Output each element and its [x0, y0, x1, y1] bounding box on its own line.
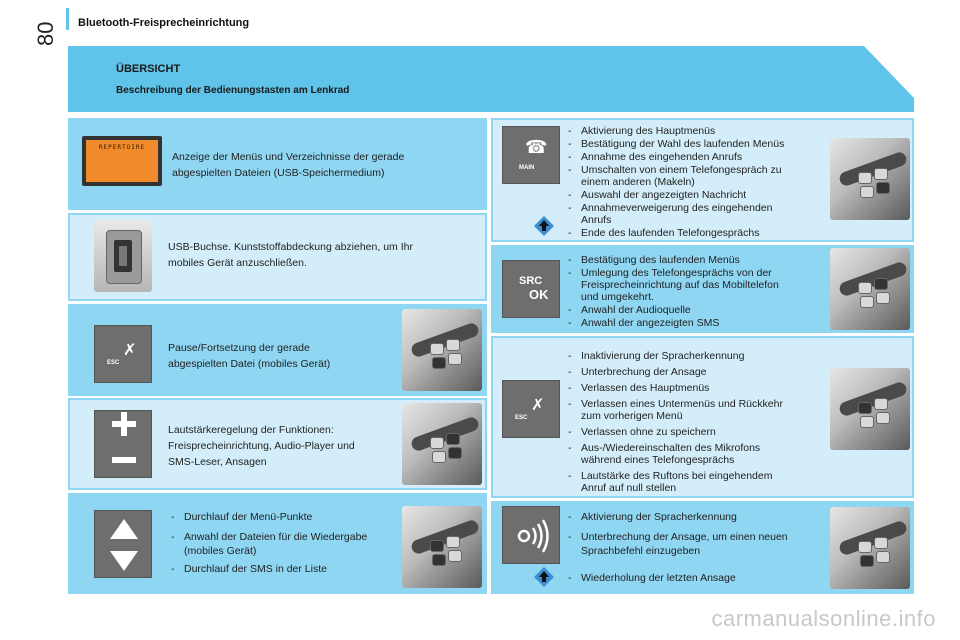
list-item: - Anwahl der Dateien für die Wiedergabe [168, 531, 398, 543]
list-item: - Annahme des eingehenden Anrufs [565, 151, 827, 163]
list-item: - Bestätigung des laufenden Menüs [565, 254, 827, 266]
main-list [565, 125, 827, 239]
steering-wheel-image [830, 248, 910, 330]
list-item: - Umlegung des Telefongesprächs von der [565, 267, 827, 279]
arrow-down-icon [110, 551, 138, 571]
arrow-up-icon [110, 519, 138, 539]
scroll-list [168, 511, 398, 575]
steering-wheel-image [830, 507, 910, 589]
list-item: - Inaktivierung der Spracherkennung [565, 350, 827, 362]
pin-icon: ✗ [531, 397, 545, 414]
usb-text-line: mobiles Gerät anzuschließen. [168, 257, 307, 269]
steering-wheel-image [402, 403, 482, 485]
list-item: - Verlassen des Hauptmenüs [565, 382, 827, 394]
display-description [172, 149, 472, 181]
continuation-text: Freisprecheinrichtung auf das Mobiltelefon [581, 279, 779, 291]
continuation-text: zum vorherigen Menü [581, 410, 683, 422]
volume-text-line: SMS-Leser, Ansagen [168, 456, 267, 468]
esc-list [565, 350, 827, 494]
continuation-text: Sprachbefehl einzugeben [581, 545, 701, 557]
list-item: - Anwahl der Audioquelle [565, 304, 827, 316]
pause-text-line: Pause/Fortsetzung der gerade [168, 342, 310, 354]
list-item: - Umschalten von einem Telefongespräch zu [565, 164, 827, 176]
minus-icon [112, 457, 136, 463]
phone-icon: ☎ [525, 137, 548, 157]
src-ok-button-icon [502, 260, 560, 318]
display-label: REPERTOIRE [98, 144, 146, 151]
pause-description [168, 340, 398, 372]
continuation-text: einem anderen (Makeln) [581, 176, 695, 188]
main-button-icon [502, 126, 560, 184]
volume-description [168, 422, 398, 470]
list-item: - Verlassen ohne zu speichern [565, 426, 827, 438]
list-item: - Durchlauf der Menü-Punkte [168, 511, 398, 523]
voice-button-icon [502, 506, 560, 564]
esc-button-icon [502, 380, 560, 438]
section-banner [68, 46, 914, 112]
continuation-text: Anruf auf null stellen [581, 482, 677, 494]
list-item: - Wiederholung der letzten Ansage [565, 572, 827, 584]
list-item: - Aktivierung der Spracherkennung [565, 511, 827, 523]
continuation-text: (mobiles Gerät) [184, 545, 257, 557]
usb-text-line: USB-Buchse. Kunststoffabdeckung abziehen, um Ihr [168, 241, 413, 253]
steering-wheel-image [402, 309, 482, 391]
running-head: Bluetooth-Freisprecheinrichtung [78, 17, 250, 29]
list-item: - Auswahl der angezeigten Nachricht [565, 189, 827, 201]
list-item-continuation [565, 279, 827, 291]
header-accent-bar [66, 8, 69, 30]
list-item: - Bestätigung der Wahl des laufenden Menüs [565, 138, 827, 150]
usb-description [168, 239, 468, 271]
display-text-line: abgespielten Dateien (USB-Speichermedium) [172, 167, 385, 179]
continuation-text: während eines Telefongesprächs [581, 454, 735, 466]
list-item: - Lautstärke des Ruftons bei eingehendem [565, 470, 827, 482]
list-item-continuation [565, 214, 827, 226]
list-item-continuation [565, 176, 827, 188]
main-label: MAIN [519, 165, 535, 171]
arrows-button-icon [94, 510, 152, 578]
volume-text-line: Freisprecheinrichtung, Audio-Player und [168, 440, 355, 452]
steering-wheel-image [402, 506, 482, 588]
list-item-continuation [565, 291, 827, 303]
list-item-continuation [565, 482, 827, 494]
display-icon [82, 136, 162, 186]
list-item: - Anwahl der angezeigten SMS [565, 317, 827, 329]
steering-wheel-image [830, 138, 910, 220]
list-item: - Durchlauf der SMS in der Liste [168, 563, 398, 575]
voice-long-press-list [565, 572, 827, 584]
section-subtitle: Beschreibung der Bedienungstasten am Lenkrad [116, 85, 350, 96]
section-title: ÜBERSICHT [116, 63, 181, 75]
list-item: - Annahmeverweigerung des eingehenden [565, 202, 827, 214]
esc-label: ESC [515, 415, 528, 421]
volume-button-icon [94, 410, 152, 478]
steering-wheel-image [830, 368, 910, 450]
voice-recognition-icon [503, 507, 561, 565]
display-text-line: Anzeige der Menüs und Verzeichnisse der gerade [172, 151, 405, 163]
ok-label: OK [529, 287, 549, 302]
long-press-icon [533, 215, 555, 237]
list-item: - Aus-/Wiedereinschalten des Mikrofons [565, 442, 827, 454]
list-item-continuation [565, 410, 827, 422]
list-item-continuation [565, 543, 827, 559]
list-item: - Ende des laufenden Telefongesprächs [565, 227, 827, 239]
usb-socket-image [94, 220, 152, 292]
esc-pause-button-icon [94, 325, 152, 383]
pin-icon: ✗ [123, 342, 137, 359]
continuation-text: und umgekehrt. [581, 291, 654, 303]
watermark: carmanualsonline.info [711, 606, 936, 631]
list-item: - Unterbrechung der Ansage, um einen neuen [565, 531, 827, 543]
continuation-text: Anrufs [581, 214, 612, 226]
volume-text-line: Lautstärkeregelung der Funktionen: [168, 424, 334, 436]
list-item-continuation [168, 543, 398, 559]
page-number: 80 [33, 21, 58, 47]
voice-list [565, 511, 827, 559]
pause-text-line: abgespielten Datei (mobiles Gerät) [168, 358, 331, 370]
list-item: - Unterbrechung der Ansage [565, 366, 827, 378]
list-item: - Verlassen eines Untermenüs und Rückkehr [565, 398, 827, 410]
list-item-continuation [565, 454, 827, 466]
src-label: SRC [519, 275, 543, 287]
long-press-icon [533, 566, 555, 588]
usb-icon [114, 240, 132, 272]
list-item: - Aktivierung des Hauptmenüs [565, 125, 827, 137]
srcok-list [565, 254, 827, 329]
esc-label: ESC [107, 360, 120, 366]
